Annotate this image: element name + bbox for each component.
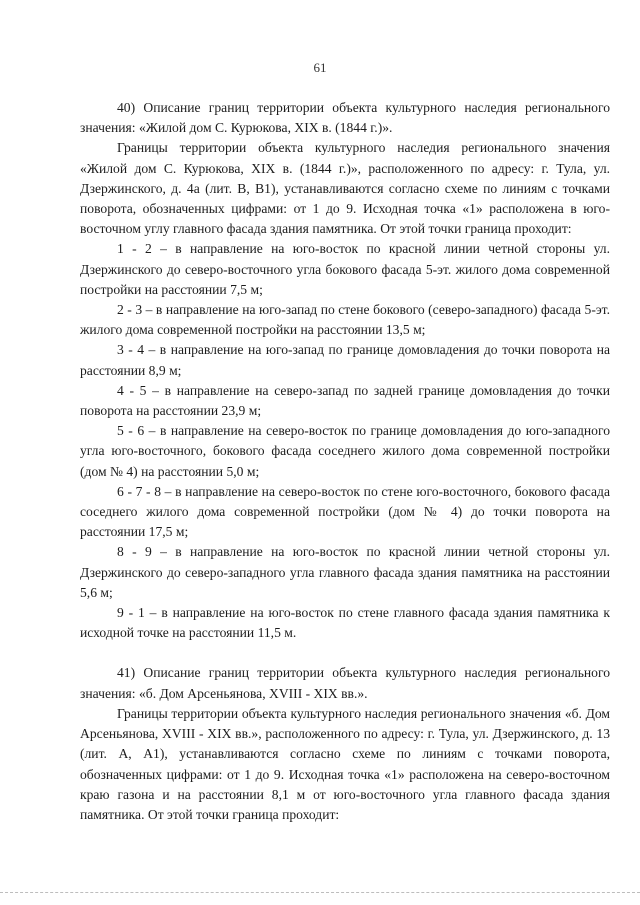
- boundary-segment-4-5: 4 - 5 – в направление на северо-запад по задней границе домовладения до точки поворота на расстоянии 23,9 м;: [80, 382, 610, 419]
- boundary-segment-6-7-8: 6 - 7 - 8 – в направление на северо-восток по стене юго-восточного, бокового фасада соседнего жилого дома современной постройки (дом № 4) до точки поворота на расстоянии 17,5 м;: [80, 483, 610, 540]
- boundary-segment-5-6: 5 - 6 – в направление на северо-восток по границе домовладения до юго-западного угла юго-восточного, бокового фасада соседнего жилого дома современной постройки (дом № 4) на расстоянии 5,0 м;: [80, 423, 610, 479]
- page-number: 61: [313, 60, 327, 75]
- boundary-segment-9-1: 9 - 1 – в направление на юго-восток по стене главного фасада здания памятника к исходной точке на расстоянии 11,5 м.: [80, 605, 610, 641]
- boundary-segment-2-3: 2 - 3 – в направление на юго-запад по стене бокового (северо-западного) фасада 5-эт. жилого дома современной постройки на расстоянии 13,5 м;: [80, 302, 610, 338]
- boundary-segment-3-4: 3 - 4 – в направление на юго-запад по границе домовладения до точки поворота на расстоянии 8,9 м;: [80, 342, 610, 378]
- section-40-heading: 40) Описание границ территории объекта культурного наследия регионального значения: «Жилой дом С. Курюкова, XIX в. (1844 г.)».: [80, 100, 610, 136]
- document-body: [80, 98, 610, 825]
- boundary-segment-8-9: 8 - 9 – в направление на юго-восток по красной линии четной стороны ул. Дзержинского до северо-западного угла главного фасада здания памятника на расстоянии 5,6 м;: [80, 544, 610, 600]
- section-41-intro: Границы территории объекта культурного наследия регионального значения «б. Дом Арсеньянова, XVIII - XIX вв.», расположенного по адресу: г. Тула, ул. Дзержинского, д. 13 (лит. А, А1), устанавливаются согласно схеме по линиям с точками поворота, обозначенных цифрами: от 1 до 9. Исходная точка «1» расположена на северо-восточном краю газона и на расстоянии 8,1 м от юго-восточного угла главного фасада здания памятника. От этой точки граница проходит:: [80, 705, 610, 822]
- section-41-heading: 41) Описание границ территории объекта культурного наследия регионального значения: «б. Дом Арсеньянова, XVIII - XIX вв.».: [80, 665, 610, 701]
- section-40-intro: Границы территории объекта культурного наследия регионального значения «Жилой дом С. Курюкова, XIX в. (1844 г.)», расположенного по адресу: г. Тула, ул. Дзержинского, д. 4а (лит. В, В1), устанавливаются согласно схеме по линиям с точками поворота, обозначенных цифрами: от 1 до 9. Исходная точка «1» расположена в юго-восточном углу главного фасада здания памятника. От этой точки граница проходит:: [80, 140, 610, 237]
- page-bottom-rule: [0, 892, 640, 893]
- boundary-segment-1-2: 1 - 2 – в направление на юго-восток по красной линии четной стороны ул. Дзержинского до северо-восточного угла бокового фасада 5-эт. жилого дома современной постройки на расстоянии 7,5 м;: [80, 241, 610, 297]
